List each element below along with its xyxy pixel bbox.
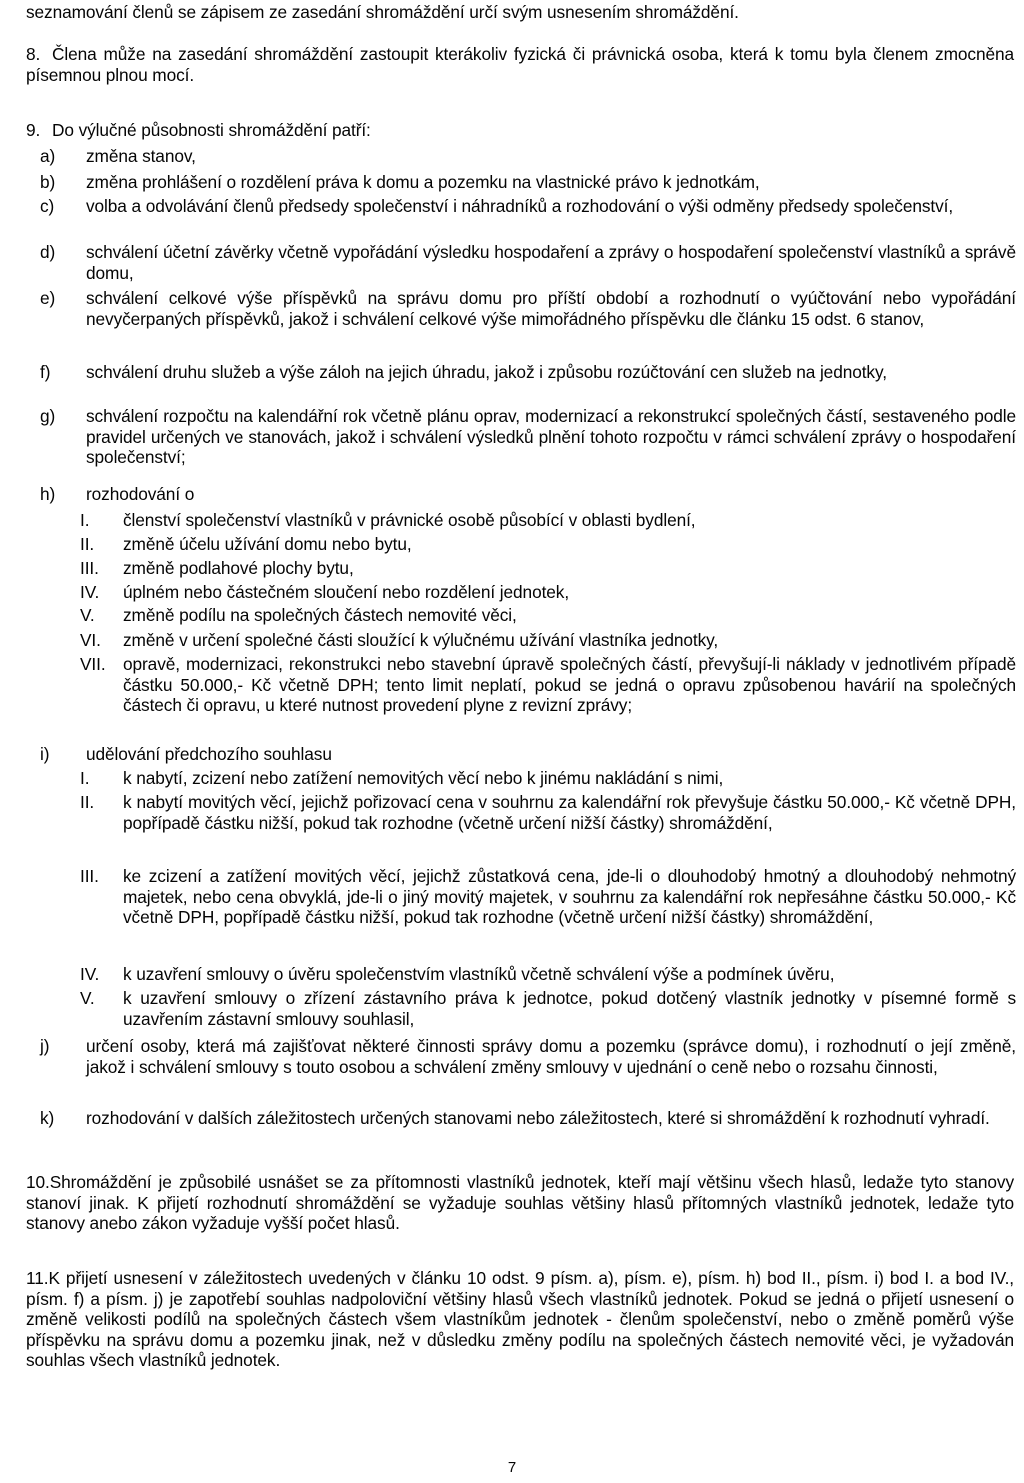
- paragraph-11: [26, 1268, 1014, 1371]
- item-text: změna stanov,: [86, 146, 196, 166]
- item-label: f): [40, 362, 51, 382]
- subitem-label: VII.: [80, 654, 106, 674]
- paragraph-number: 11.: [26, 1268, 49, 1288]
- list-item-h: [40, 484, 1016, 505]
- subitem-label: III.: [80, 866, 99, 886]
- paragraph-number: 8.: [26, 44, 41, 64]
- subitem-label: II.: [80, 534, 95, 554]
- item-text: schválení účetní závěrky včetně vypořádání výsledku hospodaření a zprávy o hospodaření společenství vlastníků a správě domu,: [86, 242, 1016, 283]
- subitem-label: IV.: [80, 964, 100, 984]
- sublist-item-i-2: [80, 792, 1016, 833]
- item-text: určení osoby, která má zajišťovat některé činnosti správy domu a pozemku (správce domu), i rozhodnutí o její změně, jakož i schválení smlouvy s touto osobou a schválení změny smlouvy v ujednání o ceně nebo o rozsahu činnosti,: [86, 1036, 1016, 1077]
- item-label: c): [40, 196, 55, 216]
- item-label: i): [40, 744, 50, 764]
- subitem-text: k nabytí, zcizení nebo zatížení nemovitých věcí nebo k jinému nakládání s nimi,: [123, 768, 724, 788]
- paragraph-10: [26, 1172, 1014, 1234]
- subitem-text: ke zcizení a zatížení movitých věcí, jejichž zůstatková cena, jde-li o dlouhodobý hmotný a dlouhodobý nehmotný majetek, nebo cena obvyklá, jde-li o jiný movitý majetek, v souhrnu za kalendářní rok nepřesáhne částku 50.000,- Kč včetně DPH, popřípadě částku nižší, pokud tak rozhodne (včetně určení nižší částky) shromáždění,: [123, 866, 1016, 927]
- paragraph-number: 9.: [26, 120, 41, 140]
- item-text: schválení celkové výše příspěvků na správu domu pro příští období a rozhodnutí o vyúčtování nebo vypořádání nevyčerpaných příspěvků, jakož i schválení celkové výše mimořádného příspěvku dle článku 15 odst. 6 stanov,: [86, 288, 1016, 329]
- subitem-label: I.: [80, 768, 90, 788]
- item-text: volba a odvolávání členů předsedy společenství i náhradníků a rozhodování o výši odměny předsedy společenství,: [86, 196, 954, 216]
- list-item-c: [40, 196, 1016, 217]
- item-text: změna prohlášení o rozdělení práva k domu a pozemku na vlastnické právo k jednotkám,: [86, 172, 760, 192]
- item-label: h): [40, 484, 56, 504]
- item-label: d): [40, 242, 56, 262]
- sublist-item-h-4: [80, 582, 1016, 603]
- list-item-a: [40, 146, 1016, 167]
- sublist-item-i-5: [80, 988, 1016, 1029]
- paragraph-9-lead: [26, 120, 1014, 141]
- paragraph-text: Člena může na zasedání shromáždění zastoupit kterákoliv fyzická či právnická osoba, která k tomu byla členem zmocněna písemnou plnou mocí.: [26, 44, 1014, 85]
- subitem-text: k uzavření smlouvy o úvěru společenstvím vlastníků včetně schválení výše a podmínek úvěru,: [123, 964, 835, 984]
- sublist-item-h-2: [80, 534, 1016, 555]
- list-item-g: [40, 406, 1016, 468]
- subitem-text: opravě, modernizaci, rekonstrukci nebo stavební úpravě společných částí, převyšují-li náklady v jednotlivém případě částku 50.000,- Kč včetně DPH; tento limit neplatí, pokud se jedná o opravu způsobenou havárií na společných částech či opravu, u které nutnost provedení plyne z revizní zprávy;: [123, 654, 1016, 715]
- list-item-f: [40, 362, 1016, 383]
- item-label: a): [40, 146, 56, 166]
- intro-line: seznamování členů se zápisem ze zasedání shromáždění určí svým usnesením shromáždění.: [26, 2, 739, 22]
- subitem-label: VI.: [80, 630, 101, 650]
- item-text: rozhodování o: [86, 484, 195, 504]
- subitem-label: III.: [80, 558, 99, 578]
- item-text: schválení rozpočtu na kalendářní rok včetně plánu oprav, modernizací a rekonstrukcí společných částí, sestaveného podle pravidel určených ve stanovách, jakož i schválení výsledků plnění tohoto rozpočtu v rámci schválení zprávy o hospodaření společenství;: [86, 406, 1016, 467]
- item-label: g): [40, 406, 56, 426]
- list-item-e: [40, 288, 1016, 329]
- subitem-text: k nabytí movitých věcí, jejichž pořizovací cena v souhrnu za kalendářní rok převyšuje částku 50.000,- Kč včetně DPH, popřípadě částku nižší, pokud tak rozhodne (včetně určení nižší částky) shromáždění,: [123, 792, 1016, 833]
- sublist-item-i-3: [80, 866, 1016, 928]
- list-item-i: [40, 744, 1016, 765]
- item-label: k): [40, 1108, 55, 1128]
- subitem-label: II.: [80, 792, 95, 812]
- subitem-text: změně podlahové plochy bytu,: [123, 558, 354, 578]
- item-text: schválení druhu služeb a výše záloh na jejich úhradu, jakož i způsobu rozúčtování cen služeb na jednotky,: [86, 362, 887, 382]
- sublist-item-i-4: [80, 964, 1016, 985]
- sublist-item-i-1: [80, 768, 1016, 789]
- list-item-k: [40, 1108, 1016, 1129]
- list-item-b: [40, 172, 1016, 193]
- item-label: b): [40, 172, 56, 192]
- subitem-label: V.: [80, 605, 95, 625]
- list-item-d: [40, 242, 1016, 283]
- subitem-label: V.: [80, 988, 95, 1008]
- item-label: j): [40, 1036, 50, 1056]
- paragraph-text: K přijetí usnesení v záležitostech uvedených v článku 10 odst. 9 písm. a), písm. e), písm. h) bod II., písm. i) bod I. a bod IV., písm. f) a písm. j) je zapotřebí souhlas nadpoloviční většiny hlasů všech vlastníků jednotek. Pokud se jedná o přijetí usnesení o změně velikosti podílů na společných částech všem vlastníkům jednotek - členům společenství, nebo o změně poměrů výše příspěvku na správu domu a pozemku jinak, než v důsledku změny podílu na společných částech nemovité věci, je vyžadován souhlas všech vlastníků jednotek.: [26, 1268, 1014, 1370]
- sublist-item-h-7: [80, 654, 1016, 716]
- page-number: 7: [507, 1459, 517, 1476]
- subitem-text: členství společenství vlastníků v právnické osobě působící v oblasti bydlení,: [123, 510, 696, 530]
- subitem-text: k uzavření smlouvy o zřízení zástavního práva k jednotce, pokud dotčený vlastník jednotky v písemné formě s uzavřením zástavní smlouvy souhlasil,: [123, 988, 1016, 1029]
- subitem-label: IV.: [80, 582, 100, 602]
- sublist-item-h-6: [80, 630, 1016, 651]
- paragraph-text: Do výlučné působnosti shromáždění patří:: [52, 120, 371, 140]
- sublist-item-h-3: [80, 558, 1016, 579]
- subitem-text: změně v určení společné části sloužící k výlučnému užívání vlastníka jednotky,: [123, 630, 719, 650]
- item-label: e): [40, 288, 56, 308]
- subitem-label: I.: [80, 510, 90, 530]
- item-text: rozhodování v dalších záležitostech určených stanovami nebo záležitostech, které si shromáždění k rozhodnutí vyhradí.: [86, 1108, 990, 1128]
- sublist-item-h-5: [80, 605, 1016, 626]
- list-item-j: [40, 1036, 1016, 1077]
- paragraph-8: [26, 44, 1014, 85]
- sublist-item-h-1: [80, 510, 1016, 531]
- paragraph-number: 10.: [26, 1172, 50, 1192]
- subitem-text: změně účelu užívání domu nebo bytu,: [123, 534, 412, 554]
- subitem-text: změně podílu na společných částech nemovité věci,: [123, 605, 517, 625]
- item-text: udělování předchozího souhlasu: [86, 744, 332, 764]
- subitem-text: úplném nebo částečném sloučení nebo rozdělení jednotek,: [123, 582, 570, 602]
- paragraph-text: Shromáždění je způsobilé usnášet se za přítomnosti vlastníků jednotek, kteří mají většinu všech hlasů, ledaže tyto stanovy stanoví jinak. K přijetí rozhodnutí shromáždění se vyžaduje souhlas většiny hlasů přítomných vlastníků jednotek, ledaže tyto stanovy anebo zákon vyžaduje vyšší počet hlasů.: [26, 1172, 1014, 1233]
